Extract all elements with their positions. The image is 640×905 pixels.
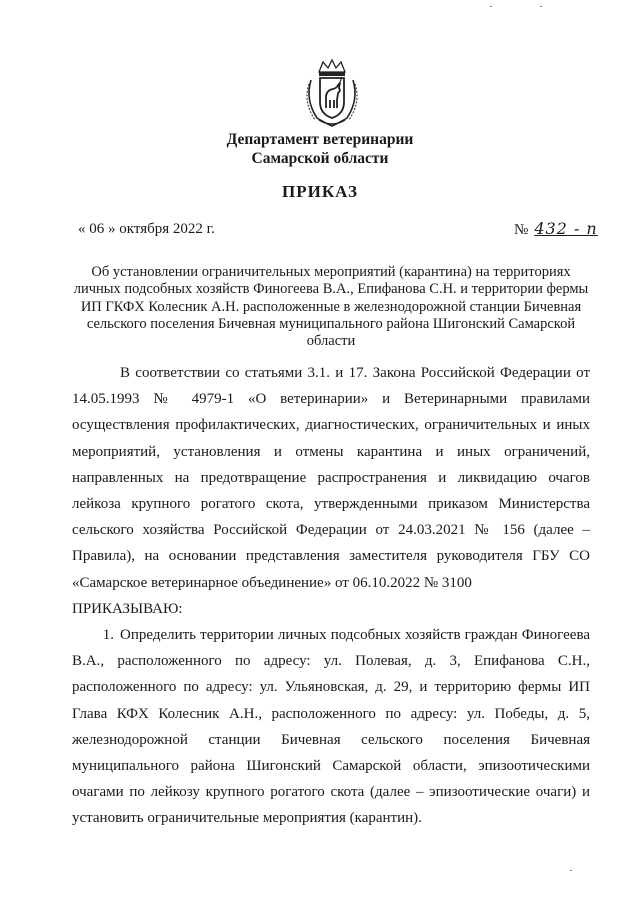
order-number <box>514 219 598 239</box>
organization-region: Самарской области <box>251 150 389 167</box>
preamble-paragraph: В соответствии со статьями 3.1. и 17. Закона Российской Федерации от 14.05.1993 № 4979-1 «О ветеринарии» и Ветеринарными правилами осуществления профилактических, диагностических, ограничительных и иных мероприятий, установления и отмены карантина и иных ограничений, направленных на предотвращение распространения и ликвидацию очагов лейкоза крупного рогатого скота, утвержденными приказом Министерства сельского хозяйства Российской Федерации от 24.03.2021 № 156 (далее – Правила), на основании представления заместителя руководителя ГБУ СО «Самарское ветеринарное объединение» от 06.10.2022 № 3100 <box>72 365 590 591</box>
coat-of-arms-icon <box>297 58 367 128</box>
order-word: ПРИКАЗЫВАЮ: <box>72 600 183 617</box>
handwritten-number: 432 - n <box>534 219 598 238</box>
order-subject: Об установлении ограничительных мероприятий (карантина) на территориях личных подсобных хозяйств Финогеева В.А., Епифанова С.Н. и территории фермы ИП ГКФХ Колесник А.Н. расположенные в железнодорожной станции Бичевная сельского поселения Бичевная муниципального района Шигонский Самарской области <box>73 264 589 350</box>
number-prefix: № <box>514 222 529 238</box>
item-1-paragraph <box>72 622 590 832</box>
organization-name: Департамент ветеринарии <box>226 131 414 148</box>
item-1-text: Определить территории личных подсобных хозяйств граждан Финогеева В.А., расположенного по адресу: ул. Полевая, д. 3, Епифанова С.Н., расположенного по адресу: ул. Ульяновская, д. 29, и территорию фермы ИП Глава КФХ Колесник А.Н., расположенного по адресу: ул. Победы, д. 5, железнодорожной станции Бичевная сельского поселения Бичевная муниципального района Шигонский Самарской области, эпизоотическими очагами по лейкозу крупного рогатого скота (далее – эпизоотические очаги) и установить ограничительные мероприятия (карантин). <box>72 627 590 827</box>
document-body <box>72 360 590 832</box>
document-title: ПРИКАЗ <box>282 182 358 201</box>
item-1-number: 1. <box>102 627 114 644</box>
scan-speck <box>570 870 572 871</box>
scan-speck <box>540 6 542 7</box>
order-date: « 06 » октября 2022 г. <box>78 221 215 237</box>
scan-speck <box>490 6 492 7</box>
